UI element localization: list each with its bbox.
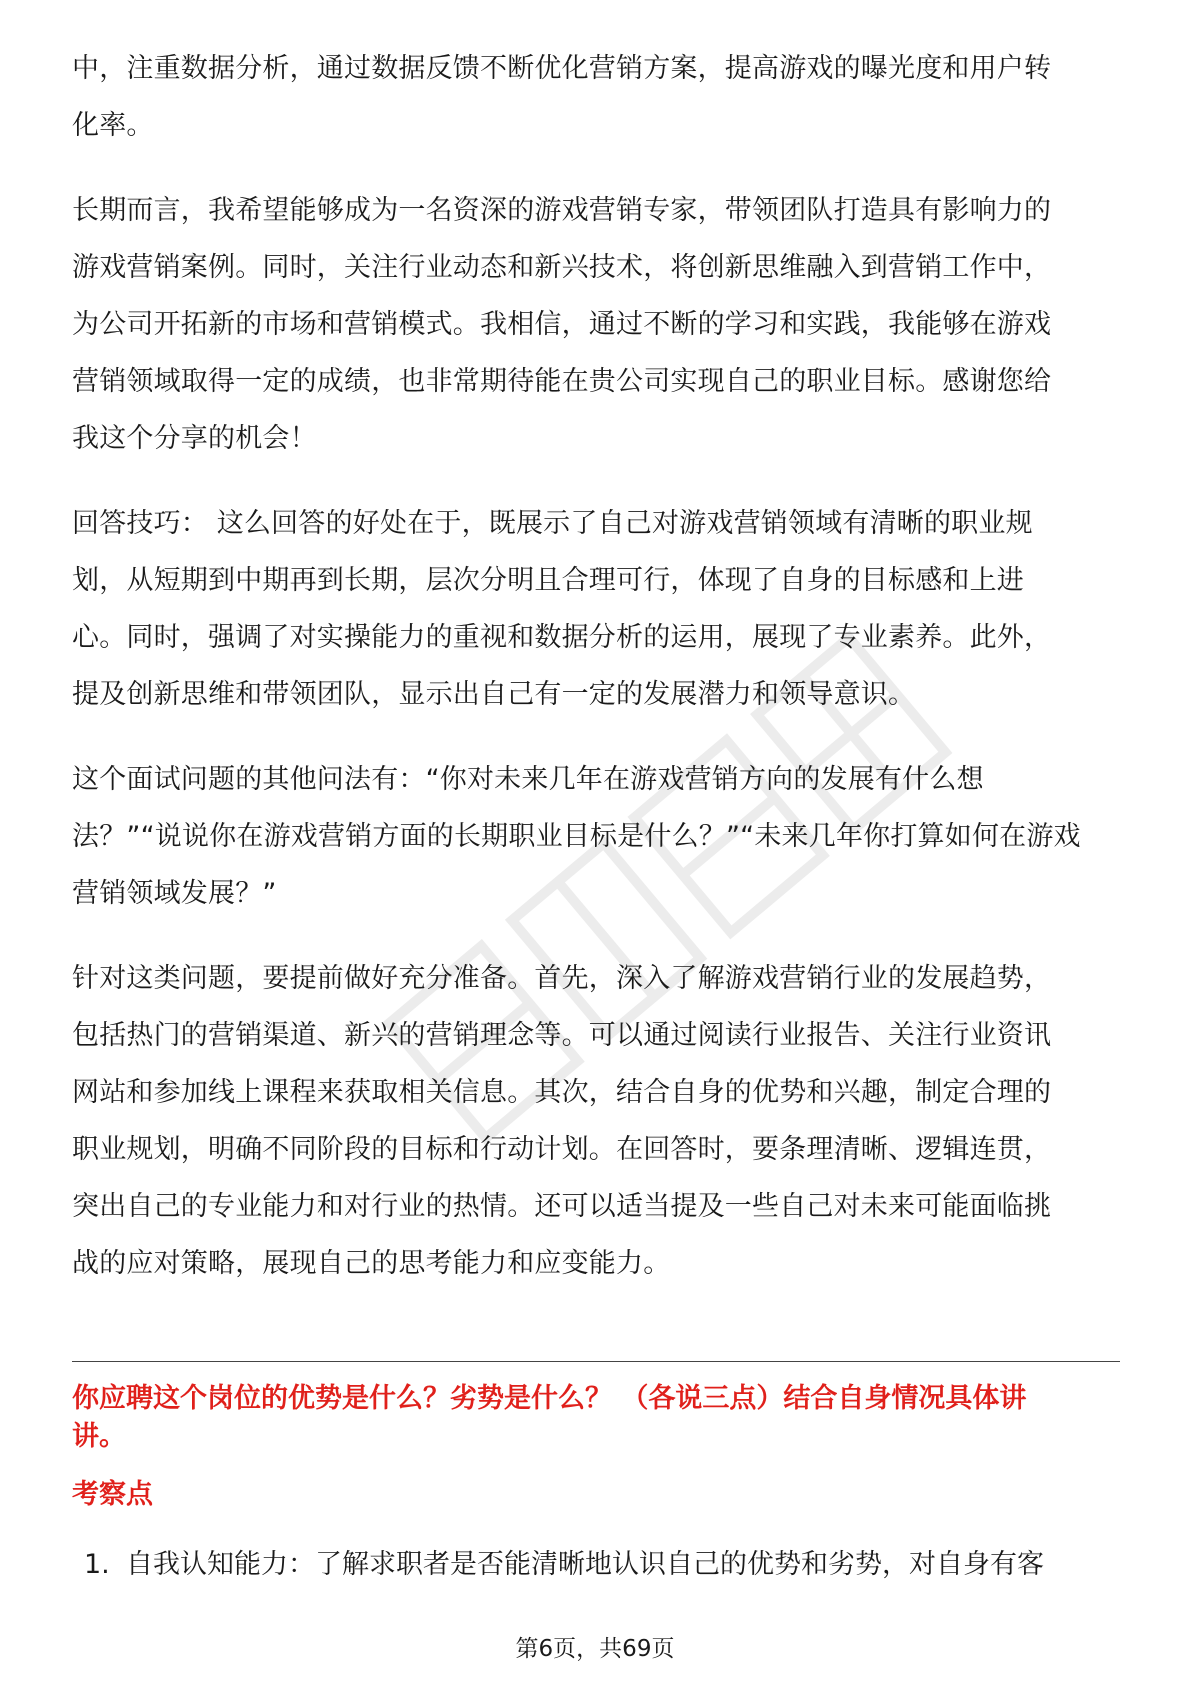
text-line: 法？”“说说你在游戏营销方面的长期职业目标是什么？”“未来几年你打算如何在游戏 [72, 821, 1081, 852]
text-line: 突出自己的专业能力和对行业的热情。还可以适当提及一些自己对未来可能面临挑 [72, 1191, 1052, 1222]
text-line: 我这个分享的机会！ [72, 423, 317, 454]
section-divider [72, 1361, 1120, 1362]
paragraph-alternative-questions [72, 751, 1120, 922]
text-line: 中，注重数据分析，通过数据反馈不断优化营销方案，提高游戏的曝光度和用户转 [72, 53, 1052, 84]
text-line: 提及创新思维和带领团队，显示出自己有一定的发展潜力和领导意识。 [72, 679, 916, 710]
text-line: 战的应对策略，展现自己的思考能力和应变能力。 [72, 1248, 671, 1279]
text-line: 营销领域发展？” [72, 878, 277, 909]
text-line: 游戏营销案例。同时，关注行业动态和新兴技术，将创新思维融入到营销工作中， [72, 252, 1052, 283]
text-line: 长期而言，我希望能够成为一名资深的游戏营销专家，带领团队打造具有影响力的 [72, 195, 1052, 226]
text-line: 回答技巧： 这么回答的好处在于，既展示了自己对游戏营销领域有清晰的职业规 [72, 508, 1033, 539]
paragraph-answer-tips [72, 495, 1120, 723]
text-line: 化率。 [72, 110, 154, 141]
text-line: 这个面试问题的其他问法有：“你对未来几年在游戏营销方向的发展有什么想 [72, 764, 984, 795]
paragraph-preparation-advice [72, 950, 1120, 1292]
list-item-text: 自我认知能力：了解求职者是否能清晰地认识自己的优势和劣势，对自身有客 [126, 1549, 1044, 1580]
text-line: 包括热门的营销渠道、新兴的营销理念等。可以通过阅读行业报告、关注行业资讯 [72, 1020, 1052, 1051]
assessment-points-label: 考察点 [72, 1479, 153, 1510]
question-line: 讲。 [72, 1421, 126, 1452]
text-line: 营销领域取得一定的成绩，也非常期待能在贵公司实现自己的职业目标。感谢您给 [72, 366, 1052, 397]
list-item-number: 1. [84, 1549, 110, 1580]
list-item [84, 1545, 1044, 1585]
text-line: 划，从短期到中期再到长期，层次分明且合理可行，体现了自身的目标感和上进 [72, 565, 1024, 596]
text-line: 网站和参加线上课程来获取相关信息。其次，结合自身的优势和兴趣，制定合理的 [72, 1077, 1052, 1108]
question-heading [72, 1380, 1120, 1456]
text-line: 心。同时，强调了对实操能力的重视和数据分析的运用，展现了专业素养。此外， [72, 622, 1052, 653]
question-line: 你应聘这个岗位的优势是什么？劣势是什么？ （各说三点）结合自身情况具体讲 [72, 1383, 1027, 1414]
page-number: 第6页，共69页 [515, 1636, 675, 1662]
text-line: 针对这类问题，要提前做好充分准备。首先，深入了解游戏营销行业的发展趋势， [72, 963, 1052, 994]
paragraph-long-term [72, 182, 1120, 467]
main-content [72, 40, 1120, 1320]
text-line: 职业规划，明确不同阶段的目标和行动计划。在回答时，要条理清晰、逻辑连贯， [72, 1134, 1052, 1165]
text-line: 为公司开拓新的市场和营销模式。我相信，通过不断的学习和实践，我能够在游戏 [72, 309, 1052, 340]
paragraph-short-term-continued [72, 40, 1120, 154]
